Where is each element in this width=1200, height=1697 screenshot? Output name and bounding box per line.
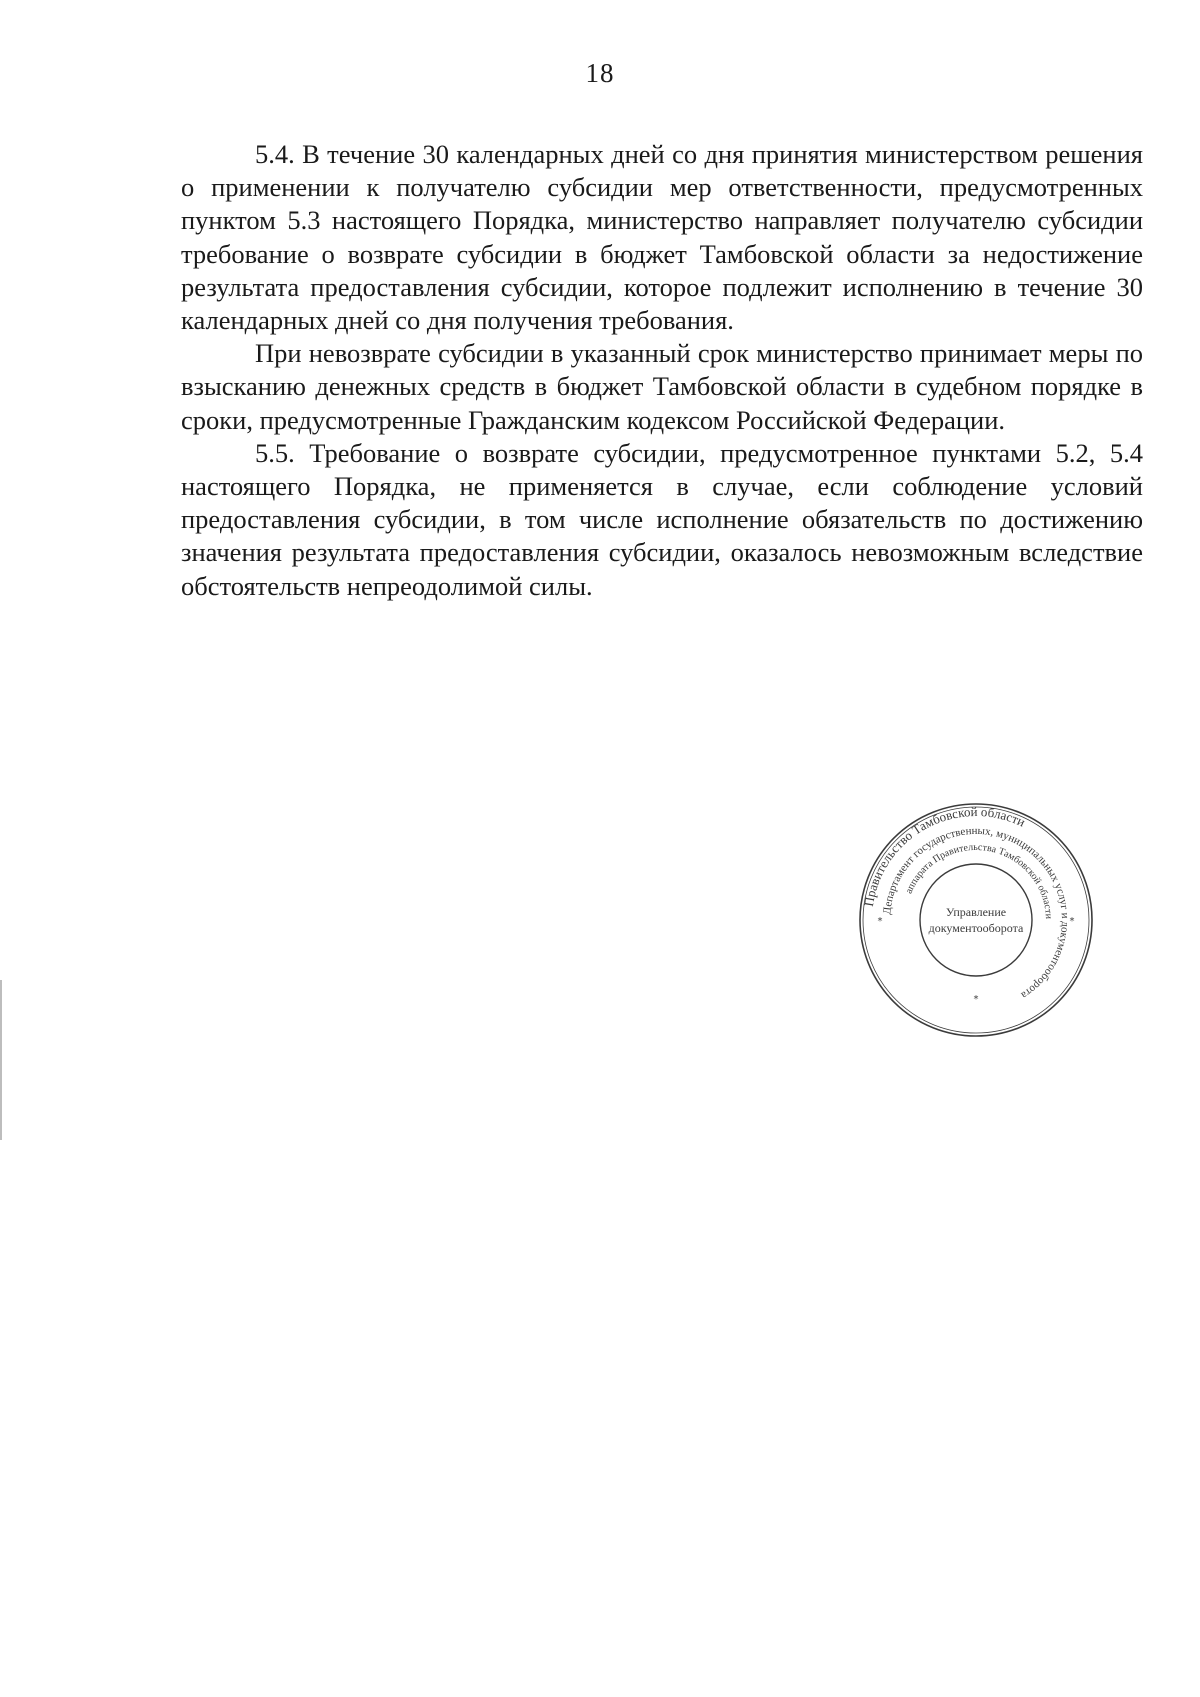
stamp-outer-text: Правительство Тамбовской области [860, 803, 1028, 908]
document-body [181, 138, 1143, 603]
paragraph-5-5: 5.5. Требование о возврате субсидии, предусмотренное пунктами 5.2, 5.4 настоящего Порядка, не применяется в случае, если соблюдение условий предоставления субсидии, в том числе исполнение обязательств по достижению значения результата предоставления субсидии, оказалось невозможным вследствие обстоятельств непреодолимой силы. [181, 437, 1143, 601]
stamp-center-line1: Управление [945, 905, 1007, 919]
page-number: 18 [585, 58, 615, 88]
stamp-seal-graphic [856, 800, 1096, 1040]
stamp-star-left-icon: * [877, 916, 883, 927]
scan-edge-mark [0, 980, 2, 1140]
official-stamp [856, 800, 1096, 1040]
stamp-middle-text: Департамент государственных, муниципальных услуг и документооборота [881, 824, 1072, 1002]
stamp-center-line2: документооборота [928, 921, 1024, 935]
paragraph-nonreturn: При невозврате субсидии в указанный срок министерство принимает меры по взысканию денежных средств в бюджет Тамбовской области в судебном порядке в сроки, предусмотренные Гражданским кодексом Российской Федерации. [181, 338, 1143, 435]
stamp-star-right-icon: * [1069, 916, 1075, 927]
stamp-inner-text: аппарата Правительства Тамбовской области [903, 841, 1055, 920]
paragraph-5-4: 5.4. В течение 30 календарных дней со дня принятия министерством решения о применении к получателю субсидии мер ответственности, предусмотренных пунктом 5.3 настоящего Порядка, министерство направляет получателю субсидии требование о возврате субсидии в бюджет Тамбовской области за недостижение результата предоставления субсидии, которое подлежит исполнению в течение 30 календарных дней со дня получения требования. [181, 139, 1143, 336]
stamp-star-bottom-icon: * [973, 994, 979, 1005]
